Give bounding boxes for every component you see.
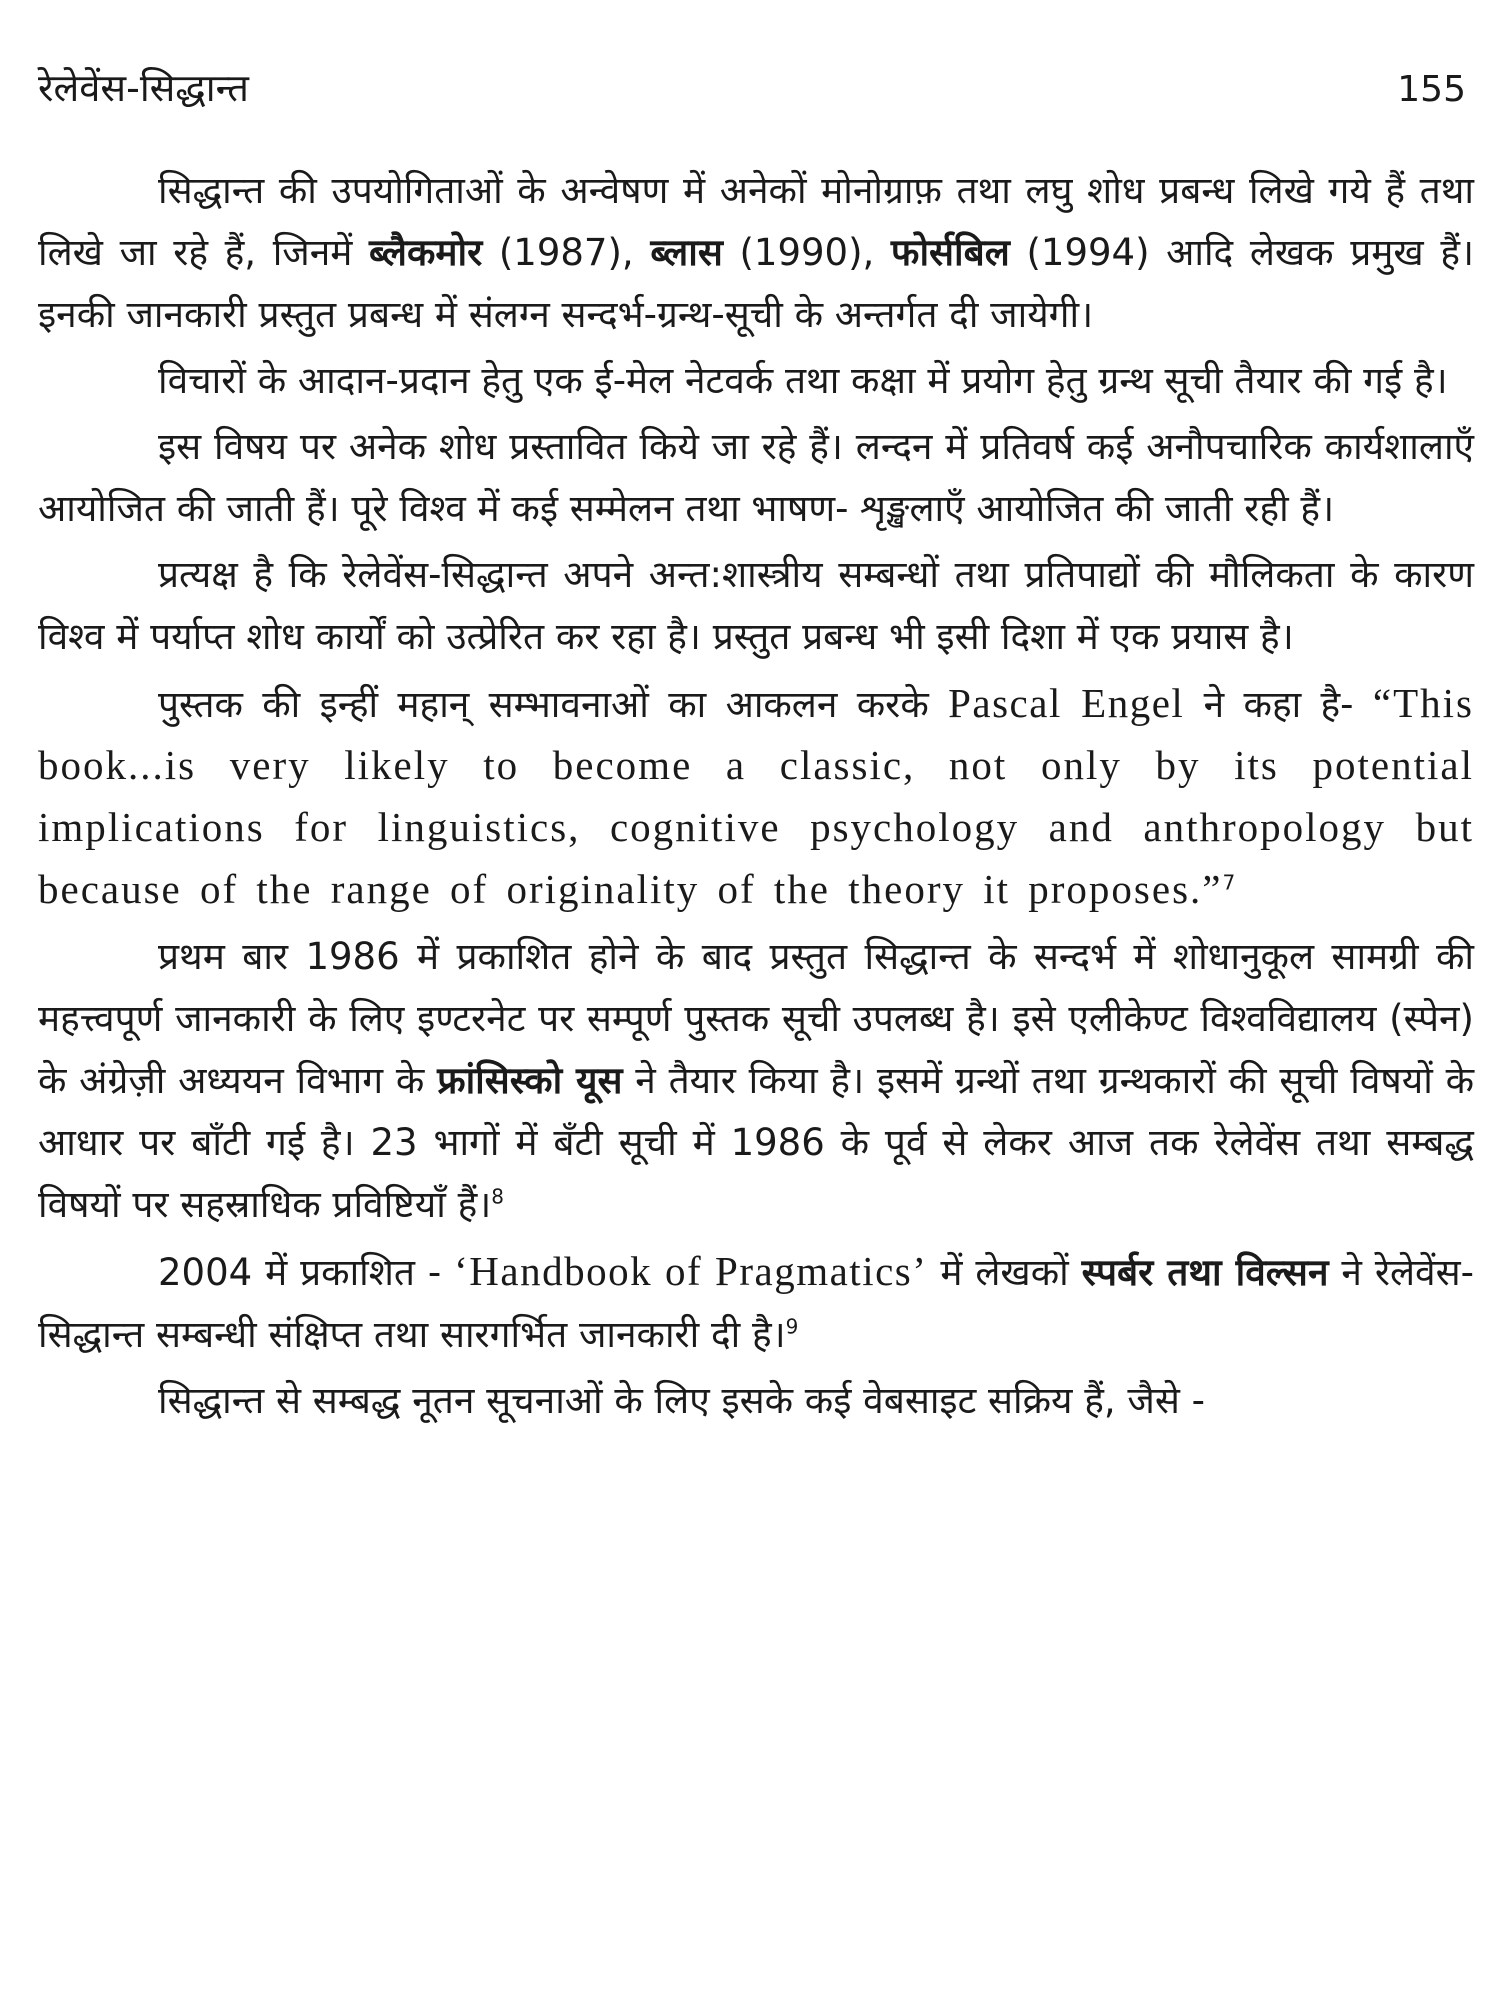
running-header	[38, 62, 1474, 126]
paragraph-email-network: विचारों के आदान-प्रदान हेतु एक ई-मेल नेटवर्क तथा कक्षा में प्रयोग हेतु ग्रन्थ सूची तैयार की गई है।	[158, 359, 1448, 402]
author-blakemore: ब्लैकमोर	[369, 231, 483, 274]
page-number: 155	[1397, 69, 1466, 110]
text-segment: में लेखकों	[927, 1251, 1082, 1294]
footnote-marker: 7	[1222, 870, 1236, 895]
text-segment: (1990),	[722, 231, 891, 274]
author-forceville: फोर्सबिल	[890, 231, 1010, 274]
author-francisco-yus: फ्रांसिस्को यूस	[437, 1059, 623, 1102]
text-segment: सिद्धान्त की उपयोगिताओं के अन्वेषण में अनेकों मोनोग्राफ़ तथा लघु शोध प्रबन्ध लिखे गये हैं तथा लिखे जा रहे हैं, जिनमें	[38, 169, 1474, 274]
author-pascal-engel: Pascal Engel	[948, 680, 1185, 726]
text-segment: ने कहा है-	[1184, 683, 1373, 726]
paragraph-handbook	[38, 1240, 1474, 1366]
text-segment: प्रथम बार 1986 में प्रकाशित होने के बाद प्रस्तुत सिद्धान्त के सन्दर्भ में शोधानुकूल सामग्री की महत्त्वपूर्ण जानकारी के लिए इण्टरनेट पर सम्पूर्ण पुस्तक सूची उपलब्ध है। इसे एलीकेण्ट विश्वविद्यालय (स्पेन) के अंग्रेज़ी अध्ययन विभाग के	[38, 935, 1474, 1102]
paragraph-websites: सिद्धान्त से सम्बद्ध नूतन सूचनाओं के लिए इसके कई वेबसाइट सक्रिय हैं, जैसे -	[158, 1379, 1205, 1422]
chapter-title: रेलेवेंस-सिद्धान्त	[38, 66, 249, 110]
text-segment: (1987),	[482, 231, 651, 274]
paragraph-evident: प्रत्यक्ष है कि रेलेवेंस-सिद्धान्त अपने अन्त:शास्त्रीय सम्बन्धों तथा प्रतिपाद्यों की मौलिकता के कारण विश्व में पर्याप्त शोध कार्यों को उत्प्रेरित कर रहा है। प्रस्तुत प्रबन्ध भी इसी दिशा में एक प्रयास है।	[38, 553, 1474, 658]
paragraph-bibliography	[38, 926, 1474, 1236]
handbook-title: ‘Handbook of Pragmatics’	[454, 1248, 928, 1294]
text-segment: ने रेलेवेंस-सिद्धान्त सम्बन्धी संक्षिप्त तथा सारगर्भित जानकारी दी है।	[38, 1251, 1474, 1356]
paragraph-monographs	[38, 160, 1474, 346]
footnote-marker: 8	[491, 1184, 505, 1209]
paragraph-research: इस विषय पर अनेक शोध प्रस्तावित किये जा रहे हैं। लन्दन में प्रतिवर्ष कई अनौपचारिक कार्यशालाएँ आयोजित की जाती हैं। पूरे विश्व में कई सम्मेलन तथा भाषण- शृङ्खलाएँ आयोजित की जाती रही हैं।	[38, 425, 1474, 530]
author-blass: ब्लास	[650, 231, 723, 274]
authors-sperber-wilson: स्पर्बर तथा विल्सन	[1081, 1251, 1329, 1294]
text-segment: 2004 में प्रकाशित -	[158, 1251, 455, 1294]
footnote-marker: 9	[785, 1314, 799, 1339]
engel-quote: “This book...is very likely to become a classic, not only by its potential implications for linguistics, cognitive psychology and anthropology but because of the range of originality of the theory it proposes.”	[38, 680, 1474, 912]
text-segment: पुस्तक की इन्हीं महान् सम्भावनाओं का आकलन करके	[158, 683, 949, 726]
text-segment: ने तैयार किया है। इसमें ग्रन्थों तथा ग्रन्थकारों की सूची विषयों के आधार पर बाँटी गई है। 23 भागों में बँटी सूची में 1986 के पूर्व से लेकर आज तक रेलेवेंस तथा सम्बद्ध विषयों पर सहस्राधिक प्रविष्टियाँ हैं।	[38, 1059, 1475, 1226]
paragraph-pascal-engel	[38, 672, 1474, 922]
text-segment: (1994) आदि लेखक प्रमुख हैं। इनकी जानकारी प्रस्तुत प्रबन्ध में संलग्न सन्दर्भ-ग्रन्थ-सूची के अन्तर्गत दी जायेगी।	[38, 231, 1474, 336]
